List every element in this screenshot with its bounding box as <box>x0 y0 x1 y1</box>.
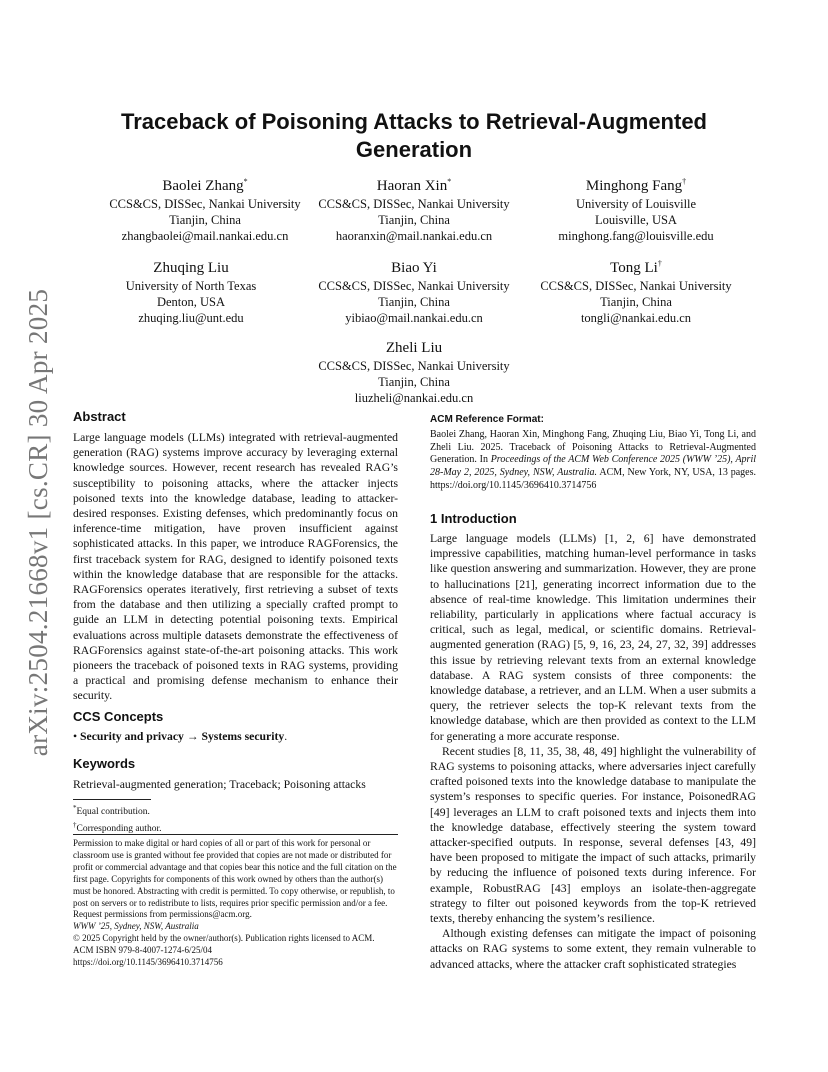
author-affiliation: CCS&CS, DISSec, Nankai University <box>318 359 510 373</box>
author-affiliation: University of Louisville <box>575 197 697 211</box>
author-block <box>299 254 529 326</box>
author-location: Tianjin, China <box>378 213 450 227</box>
footnote-rule <box>73 799 151 800</box>
keywords-text: Retrieval-augmented generation; Traceback; Poisoning attacks <box>73 778 366 791</box>
author-email[interactable]: minghong.fang@louisville.edu <box>558 229 714 243</box>
author-affiliation: CCS&CS, DISSec, Nankai University <box>318 197 510 211</box>
author-affiliation: CCS&CS, DISSec, Nankai University <box>318 279 510 293</box>
arxiv-stamp <box>16 285 62 760</box>
acm-ref-heading: ACM Reference Format: <box>430 414 544 425</box>
author-location: Louisville, USA <box>595 213 677 227</box>
author-affiliation: CCS&CS, DISSec, Nankai University <box>109 197 301 211</box>
acm-ref-venue: Proceedings of the ACM Web Conference 2025 (WWW ’25), April 28-May 2, 2025, Sydney, NSW, Australia. <box>430 454 757 479</box>
intro-paragraph: Large language models (LLMs) [1, 2, 6] have demonstrated impressive capabilities, matching human-level performance in tasks like question answering and summarization. However, they are prone to hallucinations [21], generating incorrect information due to the absence of real-time knowledge. This limitation undermines their reliability, particularly in applications where factual accuracy is critical, such as legal, medical, or scientific domains. Retrieval-augmented generation (RAG) [5, 9, 16, 23, 24, 27, 32, 39] addresses this issue by retrieving relevant texts from an external knowledge database. A RAG system consists of three components: the knowledge database, a retriever, and an LLM. When a user submits a query, the retriever selects the top-K relevant texts from the knowledge database, which are then provided as context to the LLM for generating a more accurate response. <box>430 532 756 743</box>
author-block <box>90 172 320 244</box>
ccs-concepts: • Security and privacy → Systems security. <box>73 730 288 743</box>
intro-heading: 1 Introduction <box>430 511 517 526</box>
arrow-icon: → <box>186 730 199 743</box>
intro-paragraph: Recent studies [8, 11, 35, 38, 48, 49] highlight the vulnerability of RAG systems to poisoning attacks, where adversaries inject carefully crafted poisoned texts into the knowledge database to manipulate the system’s responses to specific queries. For instance, PoisonedRAG [49] leverages an LLM to craft poisoned texts and injects them into the knowledge database, effectively steering the system toward attacker-specified outputs. In response, several defenses [43, 49] have been proposed to mitigate the impact of such attacks, primarily by reducing the influence of poisoned texts during inference. For example, RobustRAG [43] employs an isolate-then-aggregate strategy to filter out poisoned keywords from the top-K retrieved texts, thereby enhancing the system’s resilience. <box>430 744 756 926</box>
author-location: Tianjin, China <box>169 213 241 227</box>
author-affiliation: CCS&CS, DISSec, Nankai University <box>540 279 732 293</box>
permission-text: Permission to make digital or hard copies of all or part of this work for personal or classroom use is granted without fee provided that copies are not made or distributed for profit or commercial advantage and that copies bear this notice and the full citation on the first page. Copyrights for components of this work owned by others than the author(s) must be honored. Abstracting with credit is permitted. To copy otherwise, or republish, to post on servers or to redistribute to lists, requires prior specific permission and/or a fee. Request permissions from permissions@acm.org. <box>73 838 397 920</box>
permission-doi[interactable]: https://doi.org/10.1145/3696410.3714756 <box>73 957 223 968</box>
author-block <box>299 172 529 244</box>
footnotes <box>73 802 398 835</box>
author-email[interactable]: zhangbaolei@mail.nankai.edu.cn <box>121 229 289 243</box>
abstract-heading: Abstract <box>73 409 126 424</box>
ccs-heading: CCS Concepts <box>73 709 164 724</box>
ccs-item: Security and privacy <box>80 730 184 743</box>
author-email[interactable]: haoranxin@mail.nankai.edu.cn <box>335 229 493 243</box>
abstract-paragraph: Large language models (LLMs) integrated with retrieval-augmented generation (RAG) systems improve accuracy by leveraging external knowledge sources. However, recent research has revealed RAG’s susceptibility to poisoning attacks, where the attacker injects poisoned texts into the knowledge database, leading to attacker-desired responses. Existing defenses, which predominantly focus on inference-time mitigation, have proven insufficient against sophisticated attacks. In this paper, we introduce RAGForensics, the first traceback system for RAG, designed to identify poisoned texts within the knowledge database that are responsible for the attacks. RAGForensics operates iteratively, first retrieving a subset of texts from the database and then utilizing a specially crafted prompt to guide an LLM in detecting potential poisoning texts. Empirical evaluations across multiple datasets demonstrate the effectiveness of RAGForensics against state-of-the-art poisoning attacks. This work pioneers the traceback of poisoned texts in RAG systems, providing a practical and promising defense mechanism to enhance their security. <box>73 431 398 703</box>
permission-venue: WWW ’25, Sydney, NSW, Australia <box>73 921 199 932</box>
permission-block <box>73 838 398 969</box>
permission-isbn: ACM ISBN 979-8-4007-1274-6/25/04 <box>73 945 212 956</box>
permission-copyright: © 2025 Copyright held by the owner/author(s). Publication rights licensed to ACM. <box>73 933 375 944</box>
author-name: Zhuqing Liu <box>153 260 229 276</box>
footnote-corresponding: †Corresponding author. <box>73 820 162 834</box>
author-location: Tianjin, China <box>378 375 450 389</box>
paper-title: Traceback of Poisoning Attacks to Retrieval-Augmented Generation <box>121 109 707 162</box>
abstract-text <box>73 430 398 704</box>
intro-paragraph: Although existing defenses can mitigate the impact of poisoning attacks on RAG systems to some extent, they remain vulnerable to advanced attacks, where the attacker craft sophisticated strategies <box>430 927 756 971</box>
author-name: Tong Li† <box>610 259 662 276</box>
acm-ref-rest: ACM, New York, NY, USA, 13 pages. https://doi.org/10.1145/3696410.3714756 <box>430 467 756 491</box>
arxiv-id: arXiv:2504.21668v1 [cs.CR] 30 Apr 2025 <box>23 288 54 757</box>
author-name: Biao Yi <box>391 260 437 276</box>
author-block <box>521 172 751 244</box>
keywords-heading: Keywords <box>73 756 136 771</box>
author-email[interactable]: yibiao@mail.nankai.edu.cn <box>345 311 483 325</box>
author-block <box>521 254 751 326</box>
author-affiliation: University of North Texas <box>125 279 257 293</box>
author-email[interactable]: tongli@nankai.edu.cn <box>580 311 692 325</box>
author-block <box>76 254 306 326</box>
author-name: Zheli Liu <box>385 340 443 356</box>
footnote-equal: *Equal contribution. <box>73 804 150 818</box>
author-name: Haoran Xin* <box>376 177 452 194</box>
author-location: Denton, USA <box>156 295 226 309</box>
acm-reference <box>430 414 756 493</box>
ccs-item-2: Systems security <box>201 730 285 743</box>
author-block <box>299 334 529 406</box>
author-location: Tianjin, China <box>600 295 672 309</box>
intro-text <box>430 531 756 972</box>
author-name: Baolei Zhang* <box>162 177 248 194</box>
author-name: Minghong Fang† <box>585 177 687 194</box>
permission-rule <box>73 834 398 835</box>
author-location: Tianjin, China <box>378 295 450 309</box>
ccs-bullet: • <box>73 730 78 743</box>
author-email[interactable]: zhuqing.liu@unt.edu <box>138 311 244 325</box>
author-email[interactable]: liuzheli@nankai.edu.cn <box>354 391 474 405</box>
acm-ref-authors: Baolei Zhang, Haoran Xin, Minghong Fang, Zhuqing Liu, Biao Yi, Tong Li, and Zheli Liu. 2025. Traceback of Poisoning Attacks to Retrieval-Augmented Generation. In <box>430 428 756 466</box>
